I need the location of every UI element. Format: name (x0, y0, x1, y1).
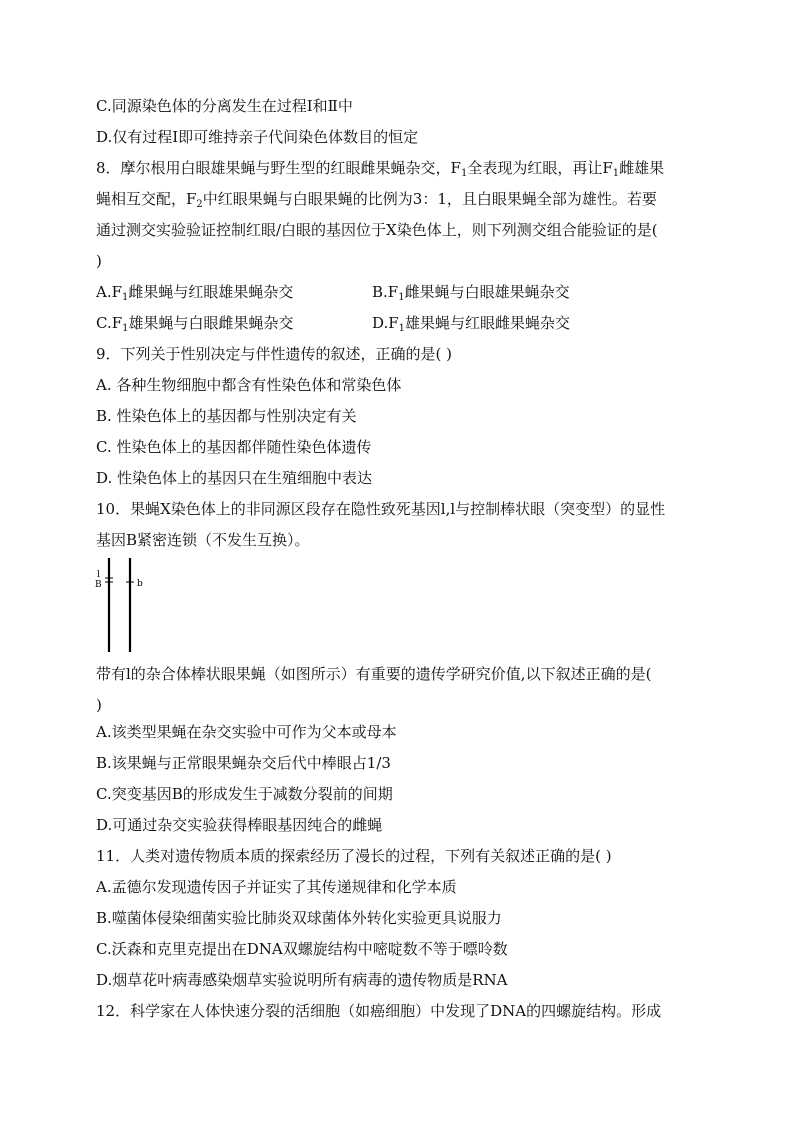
option-8c: $C.F_1$雄果蝇与白眼雌果蝇杂交 (96, 314, 294, 334)
option-7c: C.同源染色体的分离发生在过程Ⅰ和Ⅱ中 (96, 97, 353, 115)
option-10d: D.可通过杂交实验获得棒眼基因纯合的雌蝇 (96, 816, 383, 834)
option-9c: C. 性染色体上的基因都伴随性染色体遗传 (96, 438, 372, 456)
question-9: 9．下列关于性别决定与伴性遗传的叙述，正确的是( ) (96, 345, 453, 363)
question-8-line-1: 8．摩尔根用白眼雄果蝇与野生型的红眼雌果蝇杂交，$F_1$全表现为红眼，再让$F_1$雌雄果 (96, 159, 665, 179)
chromosome-diagram (94, 556, 154, 656)
option-11d: D.烟草花叶病毒感染烟草实验说明所有病毒的遗传物质是RNA (96, 971, 508, 989)
option-8a: $A.F_1$雌果蝇与红眼雄果蝇杂交 (96, 283, 294, 303)
option-11c: C.沃森和克里克提出在DNA双螺旋结构中嘧啶数不等于嘌呤数 (96, 940, 508, 958)
option-10b: B.该果蝇与正常眼果蝇杂交后代中棒眼占1/3 (96, 754, 391, 772)
question-8-line-3: 通过测交实验验证控制红眼/白眼的基因位于X染色体上，则下列测交组合能验证的是( (96, 221, 658, 239)
option-9a: A. 各种生物细胞中都含有性染色体和常染色体 (96, 376, 402, 394)
gene-label-l: l (97, 570, 100, 580)
gene-label-B: B (95, 580, 102, 590)
question-11: 11．人类对遗传物质本质的探索经历了漫长的过程，下列有关叙述正确的是( ) (96, 847, 612, 865)
question-8-line-2: 蝇相互交配，$F_2$中红眼果蝇与白眼果蝇的比例为3：1，且白眼果蝇全部为雄性。若要 (96, 190, 657, 210)
question-8-line-4: ) (96, 252, 102, 270)
option-9d: D. 性染色体上的基因只在生殖细胞中表达 (96, 469, 373, 487)
option-11b: B.噬菌体侵染细菌实验比肺炎双球菌体外转化实验更具说服力 (96, 909, 502, 927)
question-10-line-1: 10．果蝇X染色体上的非同源区段存在隐性致死基因l,l与控制棒状眼（突变型）的显性 (96, 500, 666, 518)
option-10a: A.该类型果蝇在杂交实验中可作为父本或母本 (96, 723, 397, 741)
question-10-line-2: 基因B紧密连锁（不发生互换）。 (96, 531, 310, 549)
question-10-line-4: ) (96, 696, 102, 714)
option-11a: A.孟德尔发现遗传因子并证实了其传递规律和化学本质 (96, 878, 457, 896)
gene-label-b: b (137, 579, 143, 589)
option-8d: $D.F_1$雄果蝇与红眼雌果蝇杂交 (372, 314, 571, 334)
question-12: 12．科学家在人体快速分裂的活细胞（如癌细胞）中发现了DNA的四螺旋结构。形成 (96, 1002, 662, 1020)
option-10c: C.突变基因B的形成发生于减数分裂前的间期 (96, 785, 393, 803)
option-8b: $B.F_1$雌果蝇与白眼雄果蝇杂交 (372, 283, 570, 303)
option-7d: D.仅有过程Ⅰ即可维持亲子代间染色体数目的恒定 (96, 128, 419, 146)
question-10-line-3: 带有l的杂合体棒状眼果蝇（如图所示）有重要的遗传学研究价值,以下叙述正确的是( (96, 665, 652, 683)
option-9b: B. 性染色体上的基因都与性别决定有关 (96, 407, 357, 425)
